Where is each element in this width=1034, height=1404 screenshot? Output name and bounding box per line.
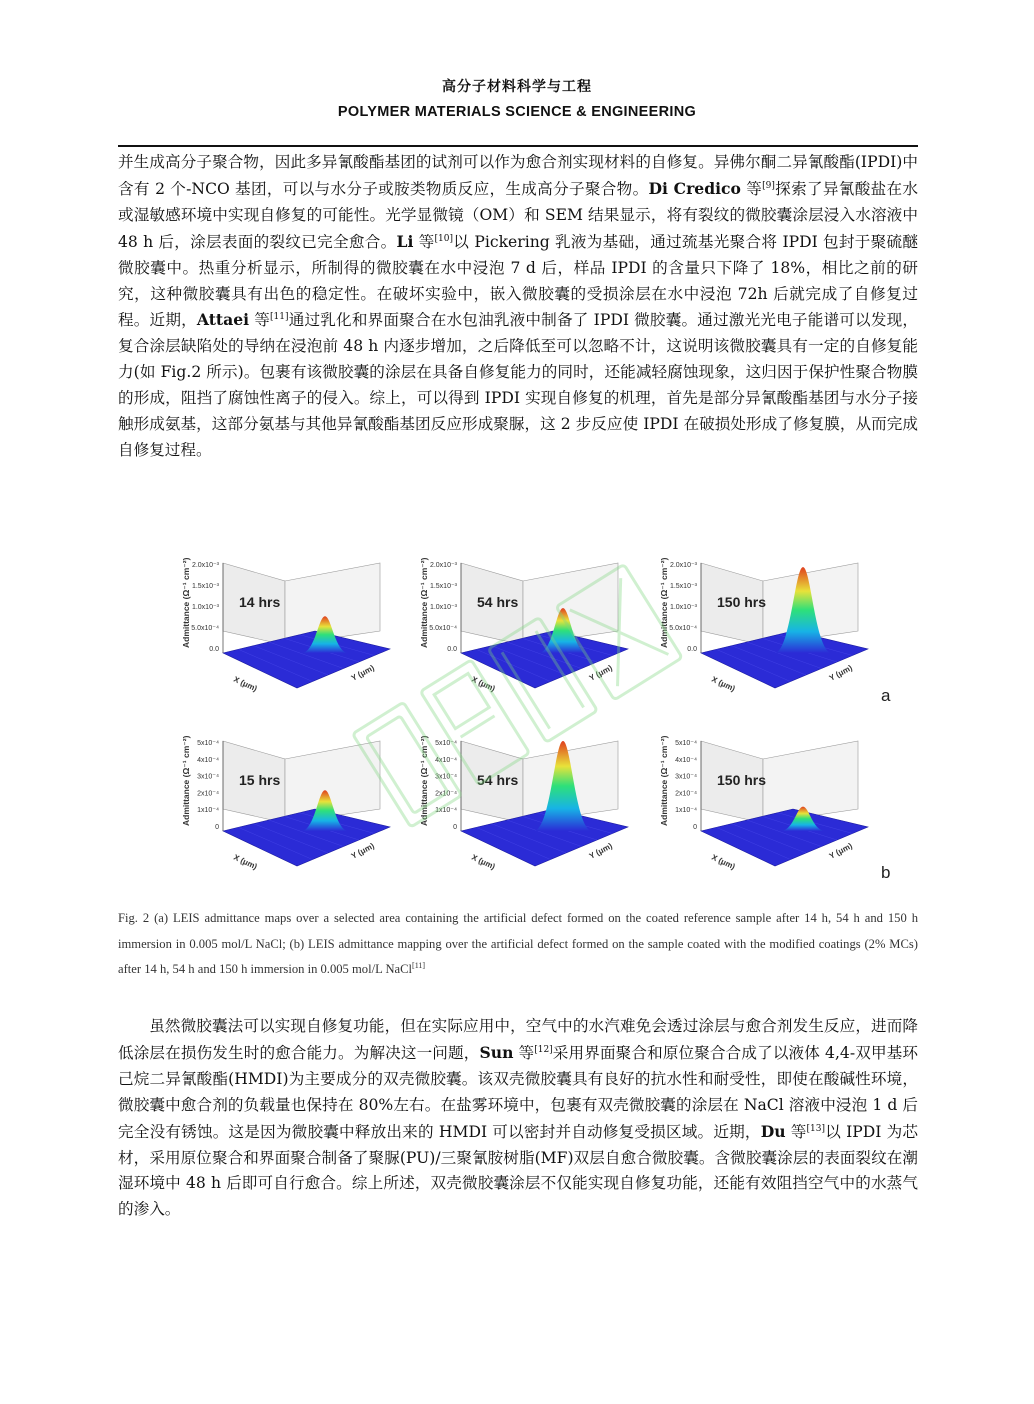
text-run: 等 <box>249 311 271 330</box>
text-run: 等 <box>785 1122 807 1141</box>
citation-ref[interactable]: [11] <box>270 312 289 323</box>
caption-text: Fig. 2 (a) LEIS admittance maps over a selected area containing the artificial defect formed on the coated reference sample after 14 h, 54 h and 150 h immersion in 0.005 mol/L NaCl; (b) LEIS admittance mapping over the artificial defect formed on the sample coated with the modified coatings (2% MCs) after 14 h, 54 h and 150 h immersion in 0.005 mol/L NaCl <box>118 911 918 976</box>
journal-title-cn: 高分子材料科学与工程 <box>442 79 592 95</box>
panel-side-wall <box>763 741 858 823</box>
z-tick-label: 1.0x10⁻³ <box>191 604 219 611</box>
z-tick-label: 2.0x10⁻³ <box>669 562 697 569</box>
figure-2-graphic <box>175 553 900 893</box>
text-run: 采用界面聚合和原位聚合合成了以液体 4,4-双甲基环己烷二异氰酸酯(HMDI)为主要成分的双壳微胶囊。该双壳微胶囊具有良好的抗水性和耐受性，即使在酸碱性环境，微胶囊中愈合剂的负载量也保持在 80%左右。在盐雾环境中，包裹有双壳微胶囊的涂层在 NaCl 溶液中浸泡 1 d 后完全没有锈蚀。这是因为微胶囊中释放出来的 HMDI 可以密封并自动修复受损区域。近期， <box>118 1043 918 1141</box>
x-axis-title: X (μm) <box>232 852 259 872</box>
y-axis-title: Y (μm) <box>349 663 376 683</box>
z-axis-title: Admittance (Ω⁻¹ cm⁻²) <box>181 735 191 826</box>
z-tick-label: 0 <box>215 824 219 831</box>
z-axis-title: Admittance (Ω⁻¹ cm⁻²) <box>419 557 429 648</box>
z-axis-title: Admittance (Ω⁻¹ cm⁻²) <box>181 557 191 648</box>
z-tick-label: 5.0x10⁻⁴ <box>669 625 697 632</box>
y-axis-title: Y (μm) <box>827 841 854 861</box>
author-name: Sun <box>479 1042 514 1062</box>
z-tick-label: 4x10⁻⁴ <box>435 756 457 764</box>
z-tick-label: 5x10⁻⁴ <box>197 740 219 747</box>
citation-ref[interactable]: [10] <box>434 233 453 244</box>
admittance-panel <box>181 735 390 871</box>
paragraph-1 <box>118 150 918 464</box>
z-tick-label: 2x10⁻⁴ <box>197 790 219 798</box>
text-run: 等 <box>513 1043 535 1062</box>
y-axis-title: Y (μm) <box>587 841 614 861</box>
z-tick-label: 2.0x10⁻³ <box>191 562 219 569</box>
z-tick-label: 2.0x10⁻³ <box>429 562 457 569</box>
citation-ref[interactable]: [11] <box>412 961 426 970</box>
citation-ref[interactable]: [9] <box>762 180 775 191</box>
citation-ref[interactable]: [13] <box>806 1123 826 1134</box>
admittance-panel <box>181 557 390 693</box>
time-label: 15 hrs <box>239 772 281 788</box>
z-tick-label: 0.0 <box>209 646 219 653</box>
z-tick-label: 5.0x10⁻⁴ <box>429 625 457 632</box>
text-run: 以 IPDI 为芯材，采用原位聚合和界面聚合制备了聚脲(PU)/三聚氰胺树脂(MF)双层自愈合微胶囊。含微胶囊涂层的表面裂纹在潮湿环境中 48 h 后即可自行愈合。综上所述，双壳微胶囊涂层不仅能实现自修复功能，还能有效阻挡空气中的水蒸气的渗入。 <box>118 1122 918 1219</box>
z-tick-label: 1.5x10⁻³ <box>429 583 457 590</box>
x-axis-title: X (μm) <box>710 674 737 694</box>
z-tick-label: 1.5x10⁻³ <box>669 583 697 590</box>
figure-caption <box>118 906 918 983</box>
admittance-panel <box>419 557 628 693</box>
text-run: 以 Pickering 乳液为基础，通过巯基光聚合将 IPDI 包封于聚硫醚微胶囊中。热重分析显示，所制得的微胶囊在水中浸泡 7 d 后，样品 IPDI 的含量只下降了 18%，相比之前的研究，这种微胶囊具有出色的稳定性。在破坏实验中，嵌入微胶囊的受损涂层在水中浸泡 72h 后就完成了自修复过程。近期， <box>118 232 918 330</box>
z-tick-label: 1.0x10⁻³ <box>669 604 697 611</box>
x-axis-title: X (μm) <box>710 852 737 872</box>
text-run: 等 <box>413 232 435 251</box>
z-tick-label: 0 <box>693 824 697 831</box>
z-tick-label: 1.0x10⁻³ <box>429 604 457 611</box>
admittance-panel <box>419 735 628 871</box>
author-name: Di Credico <box>648 178 741 198</box>
z-tick-label: 3x10⁻⁴ <box>675 773 697 781</box>
z-tick-label: 0.0 <box>447 646 457 653</box>
admittance-panel <box>659 735 868 871</box>
z-tick-label: 1x10⁻⁴ <box>435 807 457 815</box>
time-label: 54 hrs <box>477 594 519 610</box>
z-tick-label: 5.0x10⁻⁴ <box>191 625 219 632</box>
header-rule <box>118 145 918 147</box>
z-tick-label: 0.0 <box>687 646 697 653</box>
citation-ref[interactable]: [12] <box>534 1044 553 1055</box>
z-tick-label: 1.5x10⁻³ <box>191 583 219 590</box>
z-axis-title: Admittance (Ω⁻¹ cm⁻²) <box>419 735 429 826</box>
z-tick-label: 1x10⁻⁴ <box>197 807 219 815</box>
author-name: Li <box>396 231 414 251</box>
z-tick-label: 2x10⁻⁴ <box>435 790 457 798</box>
z-tick-label: 2x10⁻⁴ <box>675 790 697 798</box>
author-name: Attaei <box>196 310 250 330</box>
paragraph-2 <box>118 1014 918 1223</box>
text-run: 等 <box>740 179 763 198</box>
journal-title-en: POLYMER MATERIALS SCIENCE & ENGINEERING <box>337 104 697 120</box>
text-run: 虽然微胶囊法可以实现自修复功能，但在实际应用中，空气中的水汽难免会透过涂层与愈合剂发生反应，进而降低涂层在损伤发生时的愈合能力。为解决这一问题， <box>118 1017 918 1062</box>
z-tick-label: 3x10⁻⁴ <box>435 773 457 781</box>
time-label: 150 hrs <box>717 772 767 788</box>
admittance-panel <box>659 557 868 693</box>
z-tick-label: 3x10⁻⁴ <box>197 773 219 781</box>
x-axis-title: X (μm) <box>232 674 259 694</box>
row-a-letter: a <box>881 686 891 705</box>
text-run: 探索了异氰酸盐在水或湿敏感环境中实现自修复的可能性。光学显微镜（OM）和 SEM 结果显示，将有裂纹的微胶囊涂层浸入水溶液中 48 h 后，涂层表面的裂纹已完全愈合。 <box>118 179 918 251</box>
y-axis-title: Y (μm) <box>827 663 854 683</box>
z-tick-label: 1x10⁻⁴ <box>675 807 697 815</box>
row-b-letter: b <box>881 863 891 882</box>
x-axis-title: X (μm) <box>470 674 497 694</box>
z-tick-label: 4x10⁻⁴ <box>197 756 219 764</box>
time-label: 54 hrs <box>477 772 519 788</box>
y-axis-title: Y (μm) <box>349 841 376 861</box>
time-label: 150 hrs <box>717 594 767 610</box>
z-tick-label: 5x10⁻⁴ <box>435 740 457 747</box>
text-run: 通过乳化和界面聚合在水包油乳液中制备了 IPDI 微胶囊。通过激光光电子能谱可以发现，复合涂层缺陷处的导纳在浸泡前 48 h 内逐步增加，之后降低至可以忽略不计，这说明该微胶囊具有一定的自修复能力(如 Fig.2 所示)。包裹有该微胶囊的涂层在具备自修复能力的同时，还能减轻腐蚀现象，这归因于保护性聚合物膜的形成，阻挡了腐蚀性离子的侵入。综上，可以得到 IPDI 实现自修复的机理，首先是部分异氰酸酯基团与水分子接触形成氨基，这部分氨基与其他异氰酸酯基团反应形成聚脲，这 2 步反应使 IPDI 在破损处形成了修复膜，从而完成自修复过程。 <box>118 311 918 459</box>
x-axis-title: X (μm) <box>470 852 497 872</box>
z-tick-label: 0 <box>453 824 457 831</box>
author-name: Du <box>760 1121 786 1141</box>
z-tick-label: 4x10⁻⁴ <box>675 756 697 764</box>
time-label: 14 hrs <box>239 594 281 610</box>
figure-2 <box>175 553 900 893</box>
y-axis-title: Y (μm) <box>587 663 614 683</box>
z-axis-title: Admittance (Ω⁻¹ cm⁻²) <box>659 735 669 826</box>
z-axis-title: Admittance (Ω⁻¹ cm⁻²) <box>659 557 669 648</box>
text-run: 并生成高分子聚合物，因此多异氰酸酯基团的试剂可以作为愈合剂实现材料的自修复。异佛尔酮二异氰酸酯(IPDI)中含有 2 个-NCO 基团，可以与水分子或胺类物质反应，生成高分子聚合物。 <box>118 153 918 198</box>
z-tick-label: 5x10⁻⁴ <box>675 740 697 747</box>
